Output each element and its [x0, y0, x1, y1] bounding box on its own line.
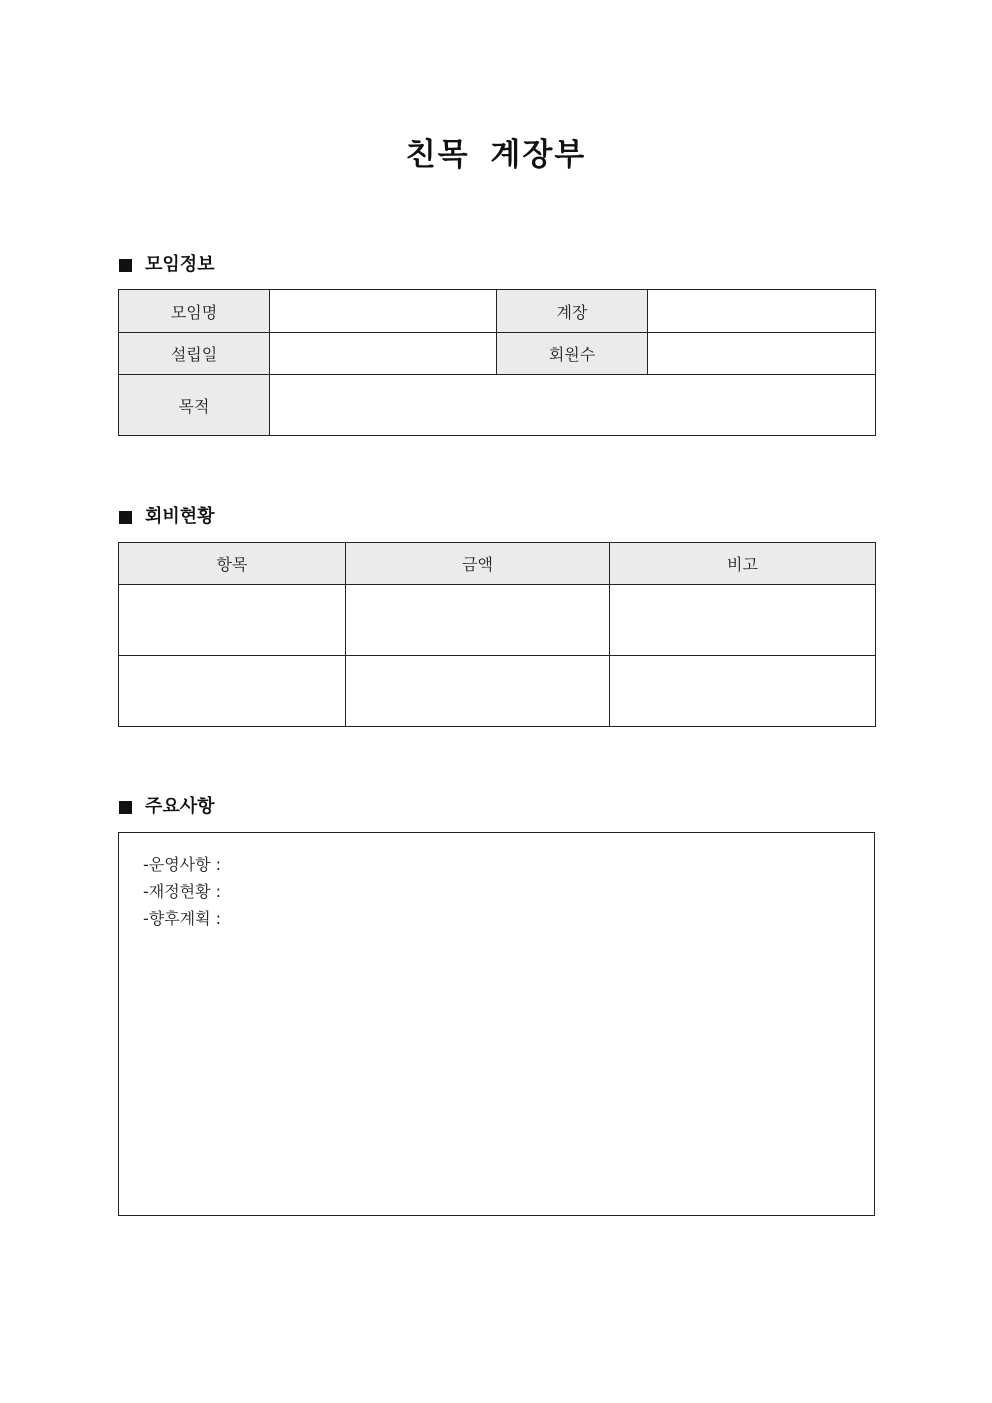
founded-date-field[interactable] [270, 333, 497, 375]
label-meeting-name: 모임명 [119, 290, 270, 333]
square-bullet-icon [119, 259, 132, 272]
purpose-field[interactable] [270, 375, 876, 436]
square-bullet-icon [119, 511, 132, 524]
meeting-info-heading-text: 모임정보 [145, 254, 215, 275]
note-operations: -운영사항 : [143, 855, 222, 874]
dues-item-cell[interactable] [119, 656, 346, 727]
meeting-info-table [118, 289, 876, 436]
note-future-plans: -향후계획 : [143, 909, 222, 928]
dues-item-cell[interactable] [119, 585, 346, 656]
treasurer-field[interactable] [648, 290, 876, 333]
dues-table [118, 542, 876, 727]
label-treasurer: 계장 [497, 290, 648, 333]
dues-remarks-cell[interactable] [610, 585, 876, 656]
column-header-item: 항목 [119, 543, 346, 585]
dues-heading-text: 회비현황 [145, 506, 215, 527]
column-header-remarks: 비고 [610, 543, 876, 585]
meeting-name-field[interactable] [270, 290, 497, 333]
notes-box[interactable] [118, 832, 875, 1216]
label-purpose: 목적 [119, 375, 270, 436]
document-title: 친목 계장부 [405, 137, 587, 173]
dues-amount-cell[interactable] [346, 585, 610, 656]
notes-list [143, 851, 221, 932]
table-row [119, 656, 876, 727]
notes-heading-text: 주요사항 [145, 796, 215, 817]
square-bullet-icon [119, 801, 132, 814]
dues-remarks-cell[interactable] [610, 656, 876, 727]
meeting-info-heading [119, 253, 215, 277]
column-header-amount: 금액 [346, 543, 610, 585]
note-finance: -재정현황 : [143, 882, 222, 901]
label-founded-date: 설립일 [119, 333, 270, 375]
label-member-count: 회원수 [497, 333, 648, 375]
notes-heading [119, 795, 215, 819]
dues-heading [119, 505, 215, 529]
table-row [119, 585, 876, 656]
member-count-field[interactable] [648, 333, 876, 375]
dues-amount-cell[interactable] [346, 656, 610, 727]
